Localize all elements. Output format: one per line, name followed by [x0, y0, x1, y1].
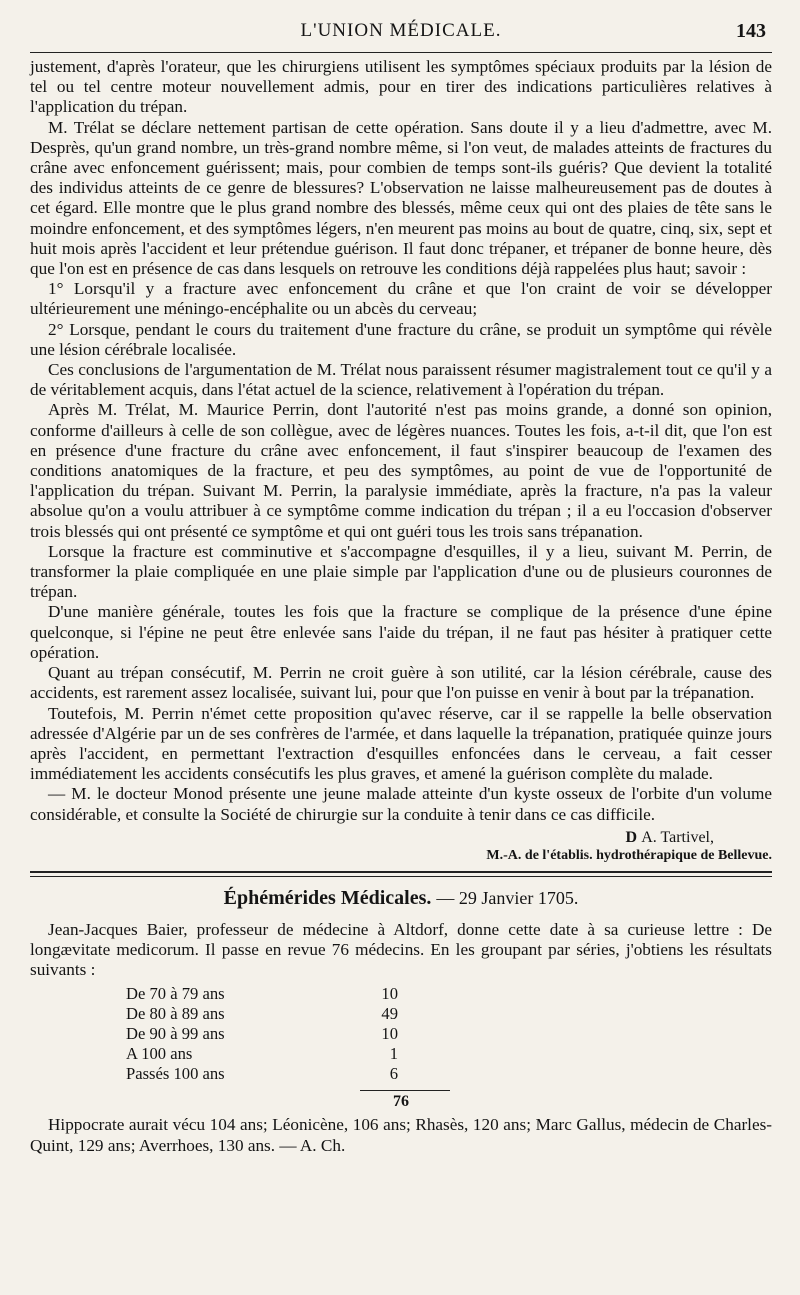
total-rule: [360, 1090, 450, 1091]
paragraph: Après M. Trélat, M. Maurice Perrin, dont l'autorité n'est pas moins grande, a donné son opinion, conforme d'ailleurs à celle de son collègue, avec de légères nuances. Toutes les fois, a-t-il dit, que l'on est en présence d'une fracture du crâne avec enfoncement, il faut s'inspirer beaucoup de l'examen des conditions anatomiques de la fracture, et peu des symptômes, au point de vue de l'opportunité de l'application du trépan. Suivant M. Perrin, la paralysie immédiate, après la fracture, n'a pas la valeur absolue qu'on a voulu attribuer à ce symptôme comme indication du trépan ; il a eu l'occasion d'observer trois blessés qui ont présenté ce symptôme et qui ont guéri tous les trois sans trépanation.: [30, 400, 772, 541]
total-value: 76: [393, 1093, 409, 1111]
ephemerides-title: [30, 887, 772, 910]
longevity-table: [126, 984, 398, 1084]
paragraph: Lorsque la fracture est comminutive et s'accompagne d'esquilles, il y a lieu, suivant M. Perrin, de transformer la plaie compliquée en une plaie simple par l'application d'une ou de plusieurs couronnes de trépan.: [30, 541, 772, 602]
row-label: De 80 à 89 ans: [126, 1004, 225, 1024]
paragraph: Quant au trépan consécutif, M. Perrin ne croit guère à son utilité, car la lésion cérébrale, cause des accidents, est rarement assez localisée, suivant lui, pour que l'on puisse en venir à bout par la trépanation.: [30, 663, 772, 703]
ephemerides-date: — 29 Janvier 1705.: [436, 887, 579, 908]
row-value: 10: [381, 984, 398, 1004]
paragraph: Toutefois, M. Perrin n'émet cette proposition qu'avec réserve, car il se rappelle la belle observation adressée d'Algérie par un de ses confrères de l'armée, et dans laquelle la trépanation, pratiquée quinze jours après l'accident, en permettant l'extraction d'esquilles enfoncées dans le cerveau, a fait cesser immédiatement les accidents consécutifs les plus graves, et amené la guérison complète du malade.: [30, 703, 772, 784]
ephemerides-intro: Jean-Jacques Baier, professeur de médecine à Altdorf, donne cette date à sa curieuse lettre : De longævitate medicorum. Il passe en revue 76 médecins. En les groupant par séries, j'obtiens les résultats suivants :: [30, 919, 772, 980]
table-row: [126, 1064, 398, 1084]
page-number: 143: [736, 20, 766, 42]
ephemerides-heading: Éphémérides Médicales.: [223, 886, 432, 909]
signature-initials: D: [625, 828, 639, 846]
page-header: [30, 18, 772, 52]
row-label: De 90 à 99 ans: [126, 1024, 225, 1044]
section-divider: [30, 871, 772, 877]
table-row: [126, 1044, 398, 1064]
row-value: 6: [389, 1064, 398, 1084]
row-value: 1: [389, 1044, 398, 1064]
table-row: [126, 984, 398, 1004]
article-body: [30, 57, 772, 825]
signature: [30, 829, 772, 865]
row-label: De 70 à 79 ans: [126, 984, 225, 1004]
paragraph: Ces conclusions de l'argumentation de M. Trélat nous paraissent résumer magistralement tout ce qu'il y a de véritablement acquis, dans l'état actuel de la science, relativement à l'opération du trépan.: [30, 360, 772, 400]
header-rule: [30, 52, 772, 53]
row-value: 49: [381, 1004, 398, 1024]
table-row: [126, 1004, 398, 1024]
row-label: Passés 100 ans: [126, 1064, 225, 1084]
row-value: 10: [381, 1024, 398, 1044]
signature-name: [30, 829, 772, 847]
paragraph: 1° Lorsqu'il y a fracture avec enfoncement du crâne et que l'on craint de voir se développer ultérieurement une méningo-encéphalite ou un abcès du cerveau;: [30, 279, 772, 319]
paragraph: 2° Lorsque, pendant le cours du traitement d'une fracture du crâne, se produit un symptôme qui révèle une lésion cérébrale localisée.: [30, 319, 772, 359]
paragraph: justement, d'après l'orateur, que les chirurgiens utilisent les symptômes spéciaux produits par la lésion de tel ou tel centre moteur nouvellement admis, pour en tirer des indications particulières relatives à l'application du trépan.: [30, 57, 772, 117]
row-label: A 100 ans: [126, 1044, 193, 1064]
running-title: L'UNION MÉDICALE.: [300, 20, 502, 41]
table-row: [126, 1024, 398, 1044]
signature-role: M.-A. de l'établis. hydrothérapique de Bellevue.: [486, 847, 772, 863]
signature-author: A. Tartivel,: [641, 828, 714, 846]
paragraph: M. Trélat se déclare nettement partisan de cette opération. Sans doute il y a lieu d'admettre, avec M. Desprès, qu'un grand nombre, un très-grand nombre même, si l'on veut, de malades atteints de fractures du crâne avec enfoncement guérissent; mais, pour combien de temps sont-ils guéris? Que devient la totalité des individus atteints de ce genre de blessures? L'observation ne laisse malheureusement pas de doutes à cet égard. Elle montre que le plus grand nombre des blessés, même ceux qui ont des plaies de tête sans le moindre enfoncement, et des symptômes légers, n'en meurent pas moins au bout de quatre, cinq, six, sept et huit mois après l'accident et leur prétendue guérison. Il faut donc trépaner, et trépaner de bonne heure, dès que l'on est en présence de cas dans lesquels on retrouve les conditions déjà rappelées plus haut; savoir :: [30, 117, 772, 279]
paragraph: — M. le docteur Monod présente une jeune malade atteinte d'un kyste osseux de l'orbite d'un volume considérable, et consulte la Société de chirurgie sur la conduite à tenir dans ce cas difficile.: [30, 784, 772, 824]
document-page: [30, 18, 772, 1156]
paragraph: D'une manière générale, toutes les fois que la fracture se complique de la présence d'une épine quelconque, si l'épine ne peut être enlevée sans l'aide du trépan, il ne faut pas hésiter à pratiquer cette opération.: [30, 602, 772, 662]
ephemerides-closing: Hippocrate aurait vécu 104 ans; Léonicène, 106 ans; Rhasès, 120 ans; Marc Gallus, médecin de Charles-Quint, 129 ans; Averrhoes, 130 ans. — A. Ch.: [30, 1115, 772, 1155]
